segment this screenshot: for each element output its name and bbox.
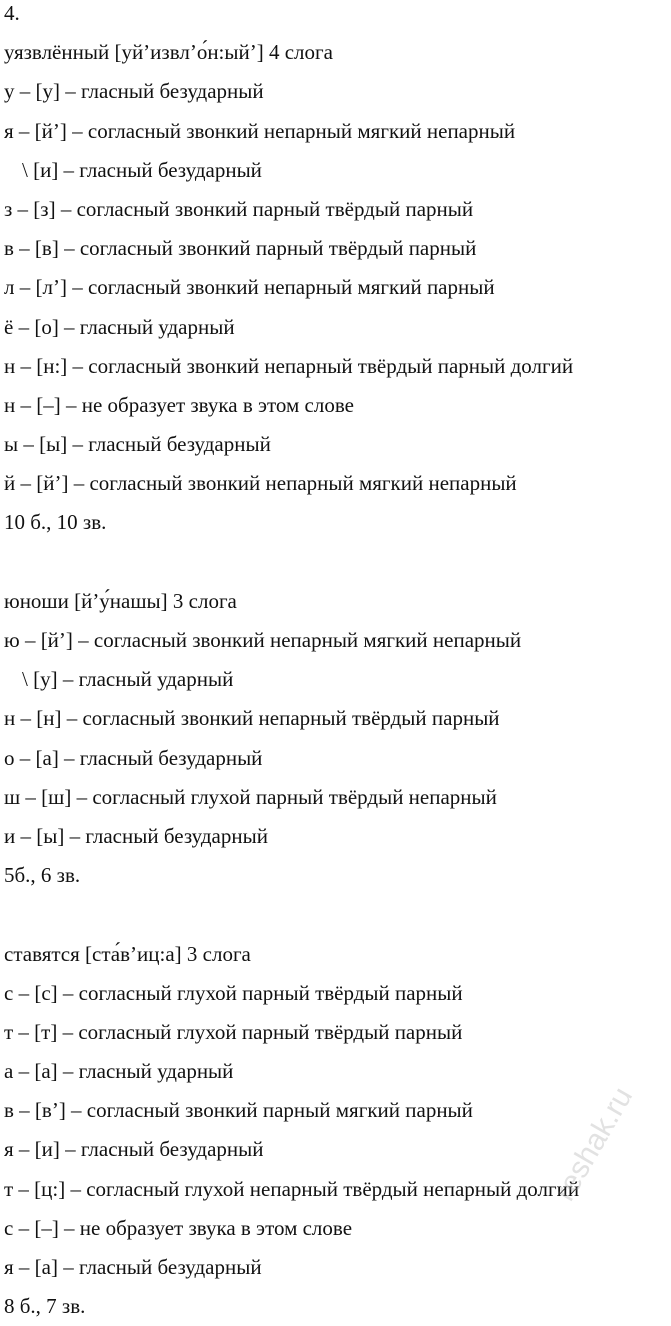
word-summary: 8 б., 7 зв. <box>4 1287 668 1326</box>
analysis-line: а – [а] – гласный ударный <box>4 1052 668 1091</box>
word-summary: 10 б., 10 зв. <box>4 503 668 542</box>
analysis-line: й – [й’] – согласный звонкий непарный мягкий непарный <box>4 464 668 503</box>
word-block-1 <box>4 33 668 542</box>
analysis-line: н – [н] – согласный звонкий непарный твёрдый парный <box>4 699 668 738</box>
analysis-line: т – [т] – согласный глухой парный твёрдый парный <box>4 1013 668 1052</box>
spacer <box>4 543 668 582</box>
word-block-3 <box>4 935 668 1326</box>
analysis-line: ё – [о] – гласный ударный <box>4 308 668 347</box>
analysis-line: у – [у] – гласный безударный <box>4 72 668 111</box>
analysis-line: я – [а] – гласный безударный <box>4 1248 668 1287</box>
spacer <box>4 895 668 934</box>
analysis-line: я – [и] – гласный безударный <box>4 1130 668 1169</box>
analysis-line: в – [в] – согласный звонкий парный твёрдый парный <box>4 229 668 268</box>
analysis-line: ю – [й’] – согласный звонкий непарный мягкий непарный <box>4 621 668 660</box>
word-header: уязвлённый [уй’извл’о́н:ый’] 4 слога <box>4 33 668 72</box>
word-header: ставятся [ста́в’иц:а] 3 слога <box>4 935 668 974</box>
analysis-line: с – [–] – не образует звука в этом слове <box>4 1209 668 1248</box>
word-block-2 <box>4 582 668 896</box>
exercise-number: 4. <box>4 0 668 33</box>
word-header: юноши [й’у́нашы] 3 слога <box>4 582 668 621</box>
analysis-line: л – [л’] – согласный звонкий непарный мягкий парный <box>4 268 668 307</box>
analysis-line: з – [з] – согласный звонкий парный твёрдый парный <box>4 190 668 229</box>
word-summary: 5б., 6 зв. <box>4 856 668 895</box>
analysis-line: я – [й’] – согласный звонкий непарный мягкий непарный <box>4 112 668 151</box>
analysis-line: ы – [ы] – гласный безударный <box>4 425 668 464</box>
analysis-line: \ [у] – гласный ударный <box>4 660 668 699</box>
analysis-line: и – [ы] – гласный безударный <box>4 817 668 856</box>
analysis-line: \ [и] – гласный безударный <box>4 151 668 190</box>
analysis-line: в – [в’] – согласный звонкий парный мягкий парный <box>4 1091 668 1130</box>
analysis-line: о – [а] – гласный безударный <box>4 739 668 778</box>
analysis-line: с – [с] – согласный глухой парный твёрдый парный <box>4 974 668 1013</box>
analysis-line: н – [н:] – согласный звонкий непарный твёрдый парный долгий <box>4 347 668 386</box>
analysis-line: н – [–] – не образует звука в этом слове <box>4 386 668 425</box>
analysis-line: ш – [ш] – согласный глухой парный твёрдый непарный <box>4 778 668 817</box>
watermark: reshak.ru <box>548 1082 640 1207</box>
analysis-line: т – [ц:] – согласный глухой непарный твёрдый непарный долгий <box>4 1170 668 1209</box>
document-page <box>4 0 668 1326</box>
